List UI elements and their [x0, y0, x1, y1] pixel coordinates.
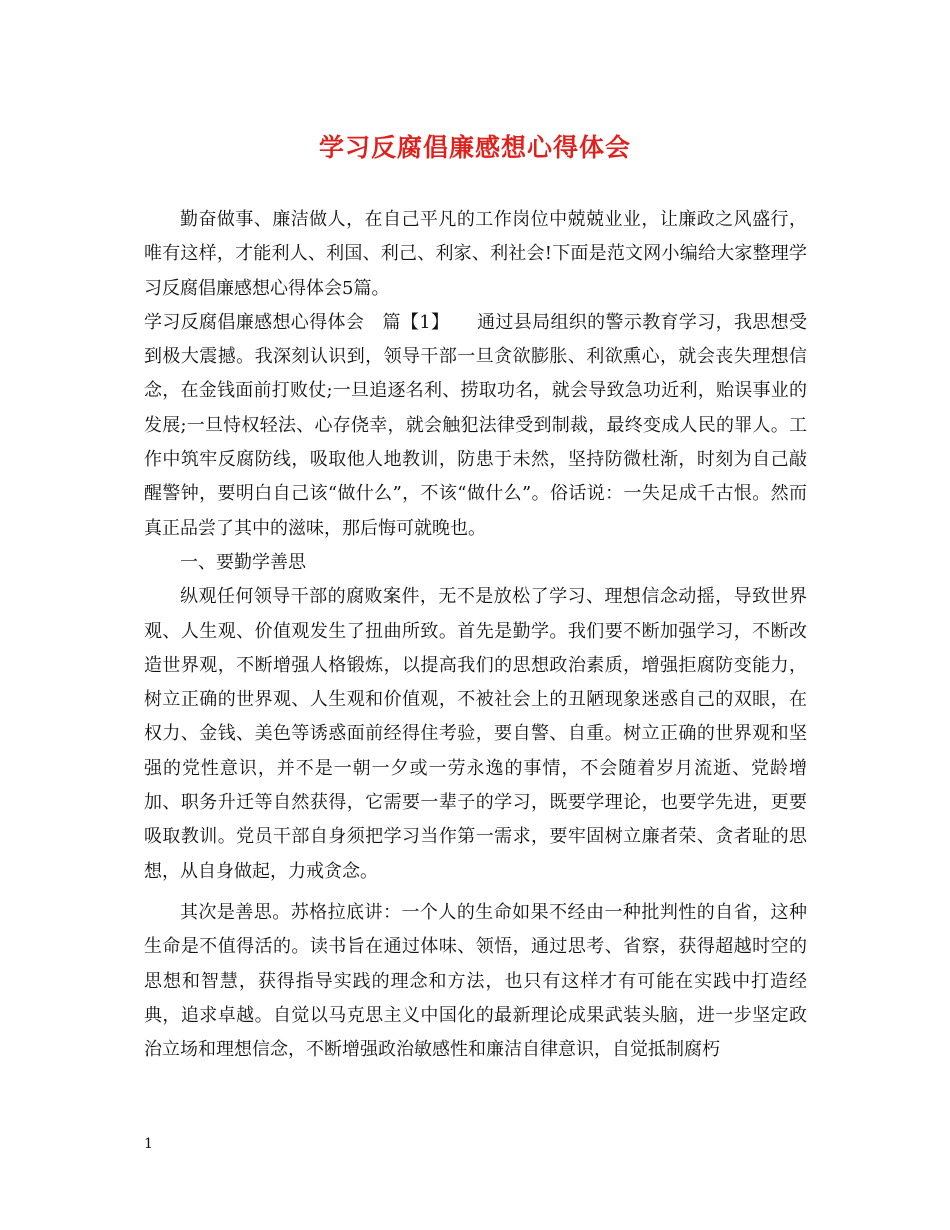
- intro-paragraph: 勤奋做事、廉洁做人，在自己平凡的工作岗位中兢兢业业，让廉政之风盛行，唯有这样，才能利人、利国、利己、利家、利社会!下面是范文网小编给大家整理学习反腐倡廉感想心得体会5篇。: [144, 209, 807, 299]
- section-one-paragraph: 学习反腐倡廉感想心得体会 篇【1】 通过县局组织的警示教育学习，我思想受到极大震撼。我深刻认识到，领导干部一旦贪欲膨胀、利欲熏心，就会丧失理想信念，在金钱面前打败仗;一旦追逐名利、捞取功名，就会导致急功近利，贻误事业的发展;一旦恃权轻法、心存侥幸，就会触犯法律受到制裁，最终变成人民的罪人。工作中筑牢反腐防线，吸取他人地教训，防患于未然，坚持防微杜渐，时刻为自己敲醒警钟，要明白自己该“做什么”，不该“做什么”。俗话说：一失足成千古恨。然而真正品尝了其中的滋味，那后悔可就晚也。: [144, 311, 807, 539]
- page-number: 1: [144, 1136, 153, 1152]
- study-paragraph: 纵观任何领导干部的腐败案件，无不是放松了学习、理想信念动摇，导致世界观、人生观、价值观发生了扭曲所致。首先是勤学。我们要不断加强学习，不断改造世界观，不断增强人格锻炼，以提高我们的思想政治素质，增强拒腐防变能力，树立正确的世界观、人生观和价值观，不被社会上的丑陋现象迷惑自己的双眼，在权力、金钱、美色等诱惑面前经得住考验，要自警、自重。树立正确的世界观和坚强的党性意识，并不是一朝一夕或一劳永逸的事情，不会随着岁月流逝、党龄增加、职务升迁等自然获得，它需要一辈子的学习，既要学理论，也要学先进，更要吸取教训。党员干部自身须把学习当作第一需求，要牢固树立廉者荣、贪者耻的思想，从自身做起，力戒贪念。: [144, 586, 807, 882]
- subheading-study-and-reflect: 一、要勤学善思: [180, 551, 306, 573]
- document-body: [144, 203, 807, 1067]
- document-title: 学习反腐倡廉感想心得体会: [318, 133, 631, 162]
- reflect-paragraph: 其次是善思。苏格拉底讲：一个人的生命如果不经由一种批判性的自省，这种生命是不值得活的。读书旨在通过体味、领悟，通过思考、省察，获得超越时空的思想和智慧，获得指导实践的理念和方法，也只有这样才有可能在实践中打造经典，追求卓越。自觉以马克思主义中国化的最新理论成果武装头脑，进一步坚定政治立场和理想信念，不断增强政治敏感性和廉洁自律意识，自觉抵制腐朽: [144, 901, 807, 1061]
